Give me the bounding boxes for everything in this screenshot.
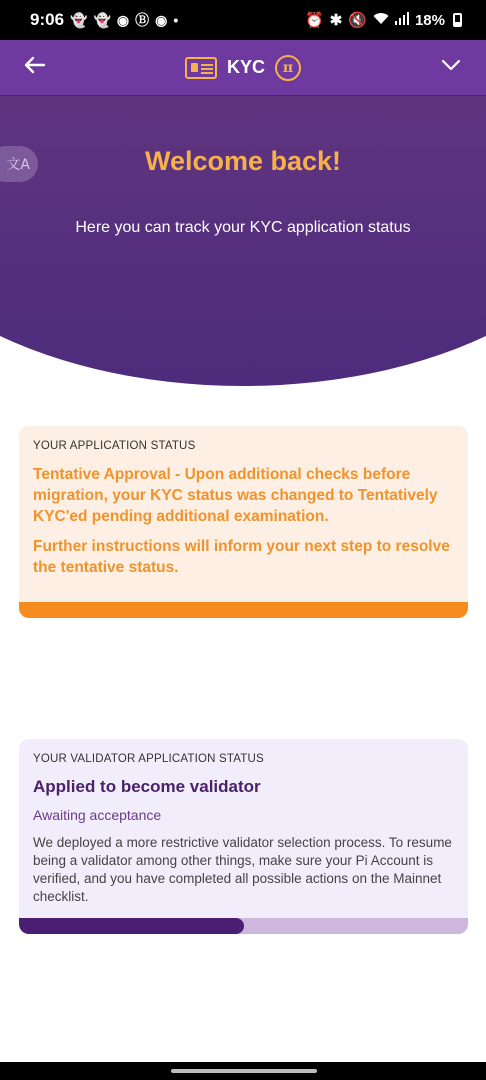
wifi-icon [373, 12, 389, 29]
bitcoin-app-icon: Ⓑ [135, 12, 150, 28]
pi-symbol: π [282, 59, 294, 76]
application-status-label: YOUR APPLICATION STATUS [33, 440, 196, 452]
messenger-icon: ◉ [155, 11, 168, 28]
app-header [0, 40, 486, 96]
validator-status-description: We deployed a more restrictive validator selection process. To resume being a validator among other things, make sure your Pi Account is verified, and you have completed all possible actions on the Mainnet checklist. [33, 835, 452, 904]
status-bar [0, 0, 486, 40]
battery-icon [453, 13, 462, 27]
mute-icon: 🔇 [348, 12, 367, 29]
messenger-icon: ◉ [116, 11, 130, 28]
application-status-text: Tentative Approval - Upon additional checks before migration, your KYC status was changed to Tentatively KYC'ed pending additional examination. [33, 466, 438, 525]
hero-banner [0, 96, 486, 386]
chevron-down-icon [440, 54, 462, 76]
snapchat-icon: 👻 [93, 11, 111, 28]
page-title: KYC [226, 57, 265, 77]
application-progress-bar [19, 602, 468, 618]
system-nav-bar [0, 1062, 486, 1080]
back-button[interactable] [22, 52, 50, 80]
arrow-left-icon [22, 52, 48, 78]
status-time: 9:06 [30, 10, 65, 29]
home-gesture-handle[interactable] [171, 1069, 317, 1073]
validator-status-label: YOUR VALIDATOR APPLICATION STATUS [33, 753, 264, 765]
validator-progress-fill [19, 918, 244, 934]
validator-progress-track [19, 918, 468, 934]
welcome-heading: Welcome back! [144, 146, 342, 176]
bluetooth-icon: ✱ [329, 12, 343, 29]
validator-status-subtitle: Awaiting acceptance [33, 807, 162, 823]
menu-dropdown-button[interactable] [440, 54, 462, 76]
translate-icon: 文A [6, 157, 30, 173]
id-card-icon [185, 57, 217, 79]
application-instructions: Further instructions will inform your next step to resolve the tentative status. [33, 538, 450, 576]
header-title-group [185, 55, 301, 81]
validator-status-card [19, 739, 468, 934]
validator-status-title: Applied to become validator [33, 777, 261, 796]
dot-icon: • [173, 12, 179, 28]
signal-icon [395, 12, 409, 29]
status-bar-left [30, 10, 178, 30]
hero-subtitle: Here you can track your KYC application status [75, 219, 411, 236]
application-status-card [19, 426, 468, 618]
snapchat-icon: 👻 [70, 11, 88, 28]
pi-coin-icon [275, 55, 301, 81]
battery-percentage: 18% [414, 11, 445, 29]
alarm-icon: ⏰ [305, 12, 324, 29]
status-bar-right [305, 11, 462, 29]
